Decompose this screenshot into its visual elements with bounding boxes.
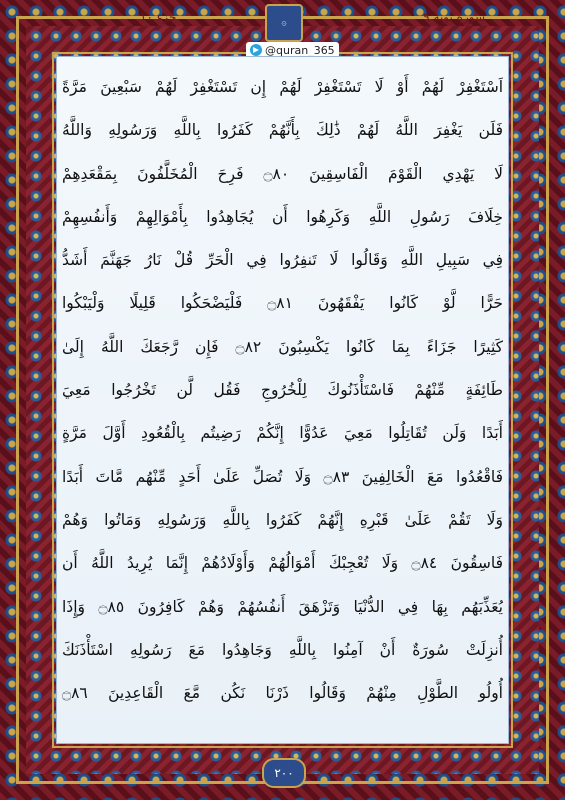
verse-line: فَاقْعُدُوا مَعَ الْخَالِفِينَ ۝٨٣ وَلَا تُصَلِّ عَلَىٰ أَحَدٍ مِّنْهُم مَّاتَ أَبَدًا [62, 467, 503, 486]
telegram-icon [250, 44, 262, 56]
verse-line: لَا يَهْدِي الْقَوْمَ الْفَاسِقِينَ ۝٨٠ فَرِحَ الْمُخَلَّفُونَ بِمَقْعَدِهِمْ [62, 164, 503, 183]
verse-line: كَثِيرًا جَزَاءً بِمَا كَانُوا يَكْسِبُونَ ۝٨٢ فَإِن رَّجَعَكَ اللَّهُ إِلَىٰ [62, 337, 503, 356]
verse-line: يُعَذِّبَهُم بِهَا فِي الدُّنْيَا وَتَزْهَقَ أَنفُسُهُمْ وَهُمْ كَافِرُونَ ۝٨٥ وَإِذَا [62, 597, 503, 616]
verse-line: طَائِفَةٍ مِّنْهُمْ فَاسْتَأْذَنُوكَ لِلْخُرُوجِ فَقُل لَّن تَخْرُجُوا مَعِيَ [62, 381, 503, 400]
page-number: ۲۰۰ [262, 758, 306, 788]
verse-line: أُولُو الطَّوْلِ مِنْهُمْ وَقَالُوا ذَرْنَا نَكُن مَّعَ الْقَاعِدِينَ ۝٨٦ [62, 684, 503, 703]
verse-line: أُنزِلَتْ سُورَةٌ أَنْ آمِنُوا بِاللَّهِ وَجَاهِدُوا مَعَ رَسُولِهِ اسْتَأْذَنَكَ [62, 640, 503, 659]
verse-line: فَاسِقُونَ ۝٨٤ وَلَا تُعْجِبْكَ أَمْوَالُهُمْ وَأَوْلَادُهُمْ إِنَّمَا يُرِيدُ اللَّهُ أَن [62, 554, 503, 573]
verse-line: أَبَدًا وَلَن تُقَاتِلُوا مَعِيَ عَدُوًّا إِنَّكُمْ رَضِيتُم بِالْقُعُودِ أَوَّلَ مَرَّةٍ [62, 424, 503, 443]
verse-line: اَسْتَغْفِرْ لَهُمْ أَوْ لَا تَسْتَغْفِرْ لَهُمْ إِن تَسْتَغْفِرْ لَهُمْ سَبْعِينَ مَرَّةً [62, 78, 503, 96]
page-emblem: ۞ [265, 4, 303, 42]
verse-line: حَرًّا لَّوْ كَانُوا يَفْقَهُونَ ۝٨١ فَلْيَضْحَكُوا قَلِيلًا وَلْيَبْكُوا [62, 294, 503, 313]
verse-line: فِي سَبِيلِ اللَّهِ وَقَالُوا لَا تَنفِرُوا فِي الْحَرِّ قُلْ نَارُ جَهَنَّمَ أَشَدُّ [62, 251, 503, 270]
verse-line: وَلَا تَقُمْ عَلَىٰ قَبْرِهِ إِنَّهُمْ كَفَرُوا بِاللَّهِ وَرَسُولِهِ وَمَاتُوا وَهُمْ [62, 510, 503, 529]
verse-line: خِلَافَ رَسُولِ اللَّهِ وَكَرِهُوا أَن يُجَاهِدُوا بِأَمْوَالِهِمْ وَأَنفُسِهِمْ [62, 207, 503, 226]
juz-header: جزء ۱۰ [140, 10, 177, 24]
verse-line: فَلَن يَغْفِرَ اللَّهُ لَهُمْ ذَٰلِكَ بِأَنَّهُمْ كَفَرُوا بِاللَّهِ وَرَسُولِهِ وَاللَّهُ [62, 121, 503, 140]
surah-header: سوره توبه ۹ [423, 10, 485, 24]
channel-handle: @quran_365 [265, 43, 335, 57]
verse-lines [62, 66, 503, 715]
